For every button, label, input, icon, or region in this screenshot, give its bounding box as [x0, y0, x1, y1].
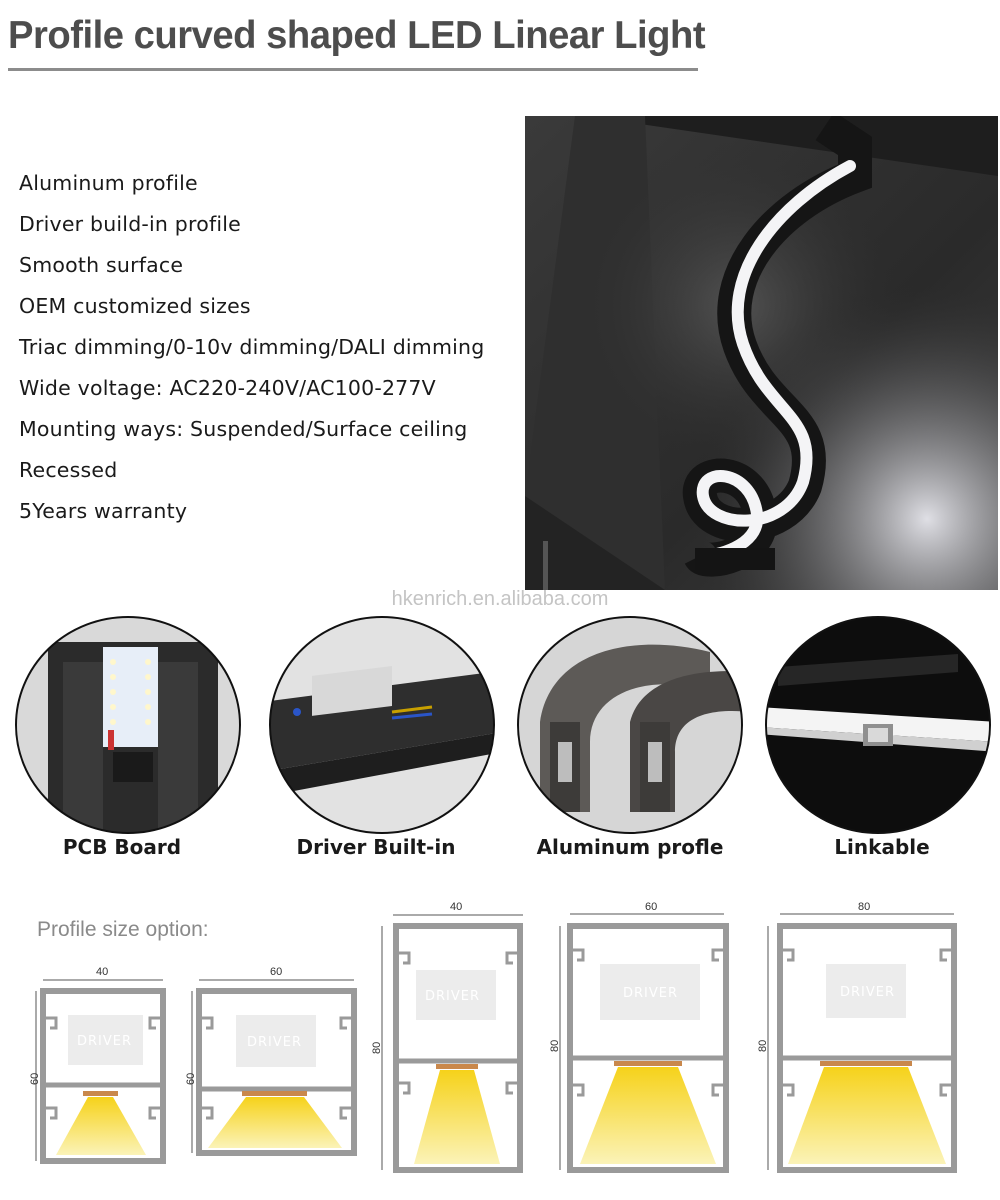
feature-item: Mounting ways: Suspended/Surface ceiling	[19, 417, 468, 441]
driver-box-label: DRIVER	[247, 1035, 303, 1050]
feature-item: Recessed	[19, 458, 118, 482]
height-dimension: 60	[185, 1072, 197, 1085]
height-dimension: 80	[549, 1039, 561, 1052]
height-dimension: 60	[29, 1072, 41, 1085]
feature-item: Wide voltage: AC220-240V/AC100-277V	[19, 376, 436, 400]
aluminum-profile-label: Aluminum profle	[536, 835, 724, 859]
feature-item: Aluminum profile	[19, 171, 198, 195]
driver-box-label: DRIVER	[623, 986, 679, 1001]
feature-item: 5Years warranty	[19, 499, 188, 523]
driver-built-in-photo	[262, 612, 502, 842]
title-underline	[8, 68, 698, 71]
aluminum-profile-photo	[510, 612, 750, 842]
driver-built-in-label: Driver Built-in	[296, 835, 456, 859]
feature-item: OEM customized sizes	[19, 294, 251, 318]
profile-diagram-60x60	[184, 963, 364, 1177]
feature-list	[19, 163, 484, 532]
feature-item: Triac dimming/0-10v dimming/DALI dimming	[19, 335, 485, 359]
hero-photo	[525, 116, 998, 590]
width-dimension: 60	[270, 966, 283, 978]
width-dimension: 40	[450, 901, 463, 913]
pcb-board-photo	[8, 612, 248, 842]
width-dimension: 60	[645, 901, 658, 913]
profile-diagram-40x80	[368, 898, 528, 1182]
width-dimension: 80	[858, 901, 871, 913]
height-dimension: 80	[758, 1039, 769, 1052]
feature-item: Smooth surface	[19, 253, 184, 277]
feature-item: Driver build-in profile	[19, 212, 241, 236]
profile-diagram-40x60	[28, 963, 178, 1177]
linkable-label: Linkable	[834, 835, 930, 859]
width-dimension: 40	[96, 966, 109, 978]
profile-diagram-60x80	[548, 900, 748, 1184]
linkable-photo	[758, 612, 998, 842]
pcb-board-label: PCB Board	[62, 835, 182, 859]
driver-box-label: DRIVER	[77, 1034, 133, 1049]
driver-box-label: DRIVER	[425, 989, 481, 1004]
profile-diagram-80x80	[758, 900, 968, 1184]
watermark: hkenrich.en.alibaba.com	[391, 588, 609, 610]
size-option-caption: Profile size option:	[37, 918, 209, 941]
page-title: Profile curved shaped LED Linear Light	[8, 14, 706, 57]
driver-box-label: DRIVER	[840, 985, 896, 1000]
height-dimension: 80	[371, 1041, 383, 1054]
